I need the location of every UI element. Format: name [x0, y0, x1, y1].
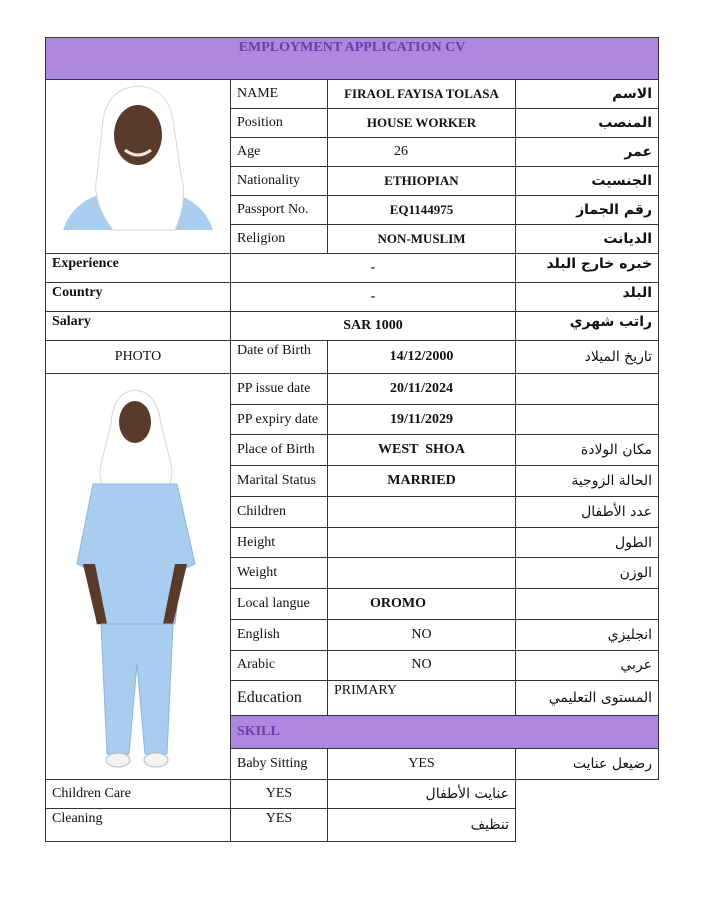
detail-label: Children: [231, 496, 328, 527]
salary-value: SAR 1000: [231, 312, 516, 341]
field-label-ar: الديانت: [516, 225, 659, 254]
detail-label-ar: الوزن: [516, 558, 659, 589]
detail-label: Arabic: [231, 650, 328, 681]
skill-label: Children Care: [46, 780, 231, 809]
detail-label: Height: [231, 527, 328, 558]
field-label-ar: الجنسيت: [516, 167, 659, 196]
detail-label-ar: عربي: [516, 650, 659, 681]
field-value: FIRAOL FAYISA TOLASA: [328, 80, 516, 109]
full-body-photo: [63, 374, 213, 774]
field-label: Passport No.: [231, 196, 328, 225]
field-value: ETHIOPIAN: [328, 167, 516, 196]
field-label-ar: المنصب: [516, 109, 659, 138]
skill-value: YES: [328, 749, 516, 780]
detail-value: [328, 558, 516, 589]
field-label-ar: رقم الجماز: [516, 196, 659, 225]
headshot-cell: [46, 80, 231, 254]
full-body-cell: [46, 374, 231, 780]
detail-label: PP expiry date: [231, 404, 328, 435]
cv-table: [45, 37, 659, 842]
detail-label-ar: انجليزي: [516, 619, 659, 650]
field-value: EQ1144975: [328, 196, 516, 225]
education-label: Education: [231, 681, 328, 716]
education-value: PRIMARY: [328, 681, 516, 716]
field-label-ar: عمر: [516, 138, 659, 167]
experience-label-ar: خبره خارج البلد: [516, 254, 659, 283]
field-label: Nationality: [231, 167, 328, 196]
education-label-ar: المستوى التعليمي: [516, 681, 659, 716]
detail-value: [328, 496, 516, 527]
skill-label: Cleaning: [46, 809, 231, 842]
detail-label: English: [231, 619, 328, 650]
skill-label-ar: تنظيف: [328, 809, 516, 842]
skill-label: Baby Sitting: [231, 749, 328, 780]
skill-label-ar: عنايت الأطفال: [328, 780, 516, 809]
detail-label-ar: مكان الولادة: [516, 435, 659, 466]
detail-value: NO: [328, 619, 516, 650]
country-label: Country: [46, 283, 231, 312]
detail-label-ar: [516, 404, 659, 435]
detail-label-ar: عدد الأطفال: [516, 496, 659, 527]
field-label-ar: الاسم: [516, 80, 659, 109]
detail-label: Place of Birth: [231, 435, 328, 466]
detail-value: NO: [328, 650, 516, 681]
cv-title: EMPLOYMENT APPLICATION CV: [46, 38, 659, 80]
detail-label: Marital Status: [231, 466, 328, 497]
detail-label: Weight: [231, 558, 328, 589]
experience-value: -: [231, 254, 516, 283]
salary-label: Salary: [46, 312, 231, 341]
detail-value: 14/12/2000: [328, 341, 516, 374]
skill-value: YES: [231, 780, 328, 809]
detail-value: OROMO: [328, 589, 516, 620]
skill-header: SKILL: [231, 716, 659, 749]
detail-label: Local langue: [231, 589, 328, 620]
detail-value: 19/11/2029: [328, 404, 516, 435]
detail-value: MARRIED: [328, 466, 516, 497]
field-value: 26: [328, 138, 516, 167]
field-label: Age: [231, 138, 328, 167]
field-value: HOUSE WORKER: [328, 109, 516, 138]
field-value: NON-MUSLIM: [328, 225, 516, 254]
detail-label-ar: [516, 374, 659, 405]
detail-label-ar: الحالة الزوجية: [516, 466, 659, 497]
country-label-ar: البلد: [516, 283, 659, 312]
photo-label: PHOTO: [46, 341, 231, 374]
headshot-photo: [53, 80, 223, 240]
country-value: -: [231, 283, 516, 312]
detail-label: PP issue date: [231, 374, 328, 405]
detail-value: 20/11/2024: [328, 374, 516, 405]
detail-label-ar: [516, 589, 659, 620]
detail-label-ar: تاريخ الميلاد: [516, 341, 659, 374]
field-label: NAME: [231, 80, 328, 109]
detail-value: [328, 527, 516, 558]
detail-label: Date of Birth: [231, 341, 328, 374]
detail-label-ar: الطول: [516, 527, 659, 558]
field-label: Religion: [231, 225, 328, 254]
field-label: Position: [231, 109, 328, 138]
salary-label-ar: راتب شهري: [516, 312, 659, 341]
skill-value: YES: [231, 809, 328, 842]
detail-value: WEST SHOA: [328, 435, 516, 466]
skill-label-ar: رضيعل عنايت: [516, 749, 659, 780]
experience-label: Experience: [46, 254, 231, 283]
